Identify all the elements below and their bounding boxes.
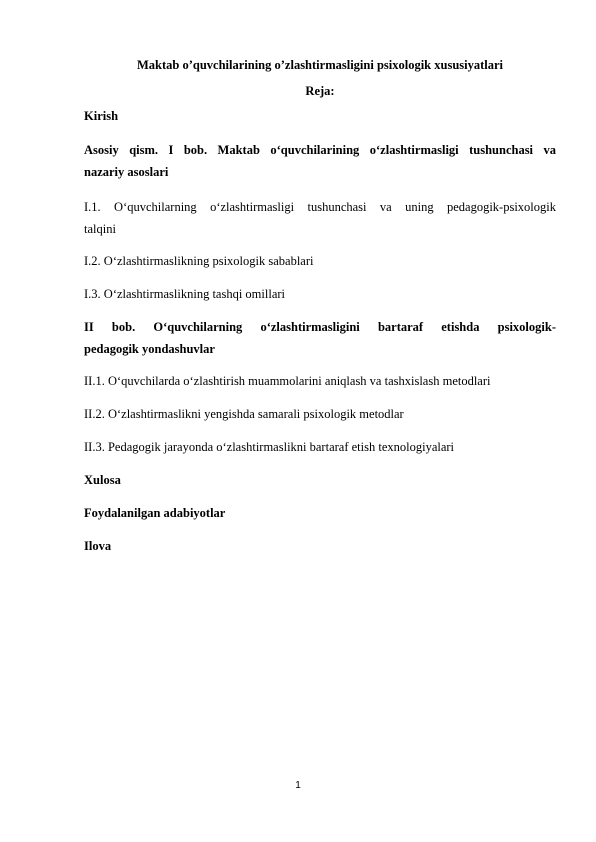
toc-item-appendix: Ilova — [84, 539, 112, 553]
toc-item-references: Foydalanilgan adabiyotlar — [84, 506, 226, 520]
toc-item-part1-line1: Asosiy qism. I bob. Maktab o‘quvchilarining o‘zlashtirmasligi tushunchasi va — [84, 143, 556, 157]
toc-item-part2-line2: pedagogik yondashuvlar — [84, 342, 215, 356]
toc-item-1-1-line2: talqini — [84, 222, 116, 236]
toc-item-1-3: I.3. O‘zlashtirmaslikning tashqi omillari — [84, 287, 286, 301]
toc-item-2-2: II.2. O‘zlashtirmaslikni yengishda samarali psixologik metodlar — [84, 407, 404, 421]
toc-item-intro: Kirish — [84, 109, 119, 123]
plan-heading: Reja: — [305, 84, 335, 98]
toc-item-part2-line1: II bob. O‘quvchilarning o‘zlashtirmasligini bartaraf etishda psixologik- — [84, 320, 556, 334]
toc-item-1-1-line1: I.1. O‘quvchilarning o‘zlashtirmasligi tushunchasi va uning pedagogik-psixologik — [84, 200, 556, 214]
toc-item-part1-line2: nazariy asoslari — [84, 165, 169, 179]
toc-item-1-2: I.2. O‘zlashtirmaslikning psixologik sabablari — [84, 254, 314, 268]
toc-item-conclusion: Xulosa — [84, 473, 121, 487]
toc-item-2-1: II.1. O‘quvchilarda o‘zlashtirish muammolarini aniqlash va tashxislash metodlari — [84, 374, 491, 388]
toc-item-2-3: II.3. Pedagogik jarayonda o‘zlashtirmaslikni bartaraf etish texnologiyalari — [84, 440, 455, 454]
document-title: Maktab o’quvchilarining o’zlashtirmasligini psixologik xususiyatlari — [136, 58, 504, 72]
page-number: 1 — [295, 780, 301, 791]
